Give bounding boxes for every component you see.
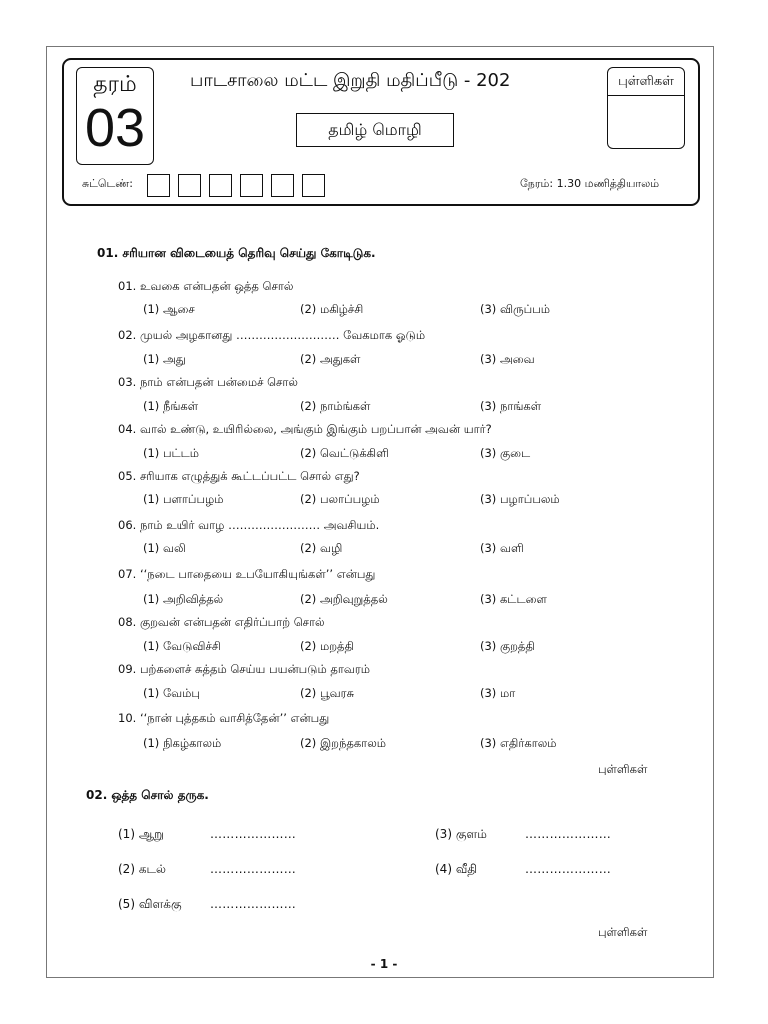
section-2-marks-label: புள்ளிகள்	[598, 925, 648, 939]
option-8-1[interactable]: (1) வேடுவிச்சி	[143, 639, 221, 653]
option-1-2[interactable]: (2) மகிழ்ச்சி	[300, 302, 364, 316]
option-2-3[interactable]: (3) அவை	[480, 352, 535, 366]
marks-box-label: புள்ளிகள்	[608, 68, 684, 96]
question-3: 03. நாம் என்பதன் பன்மைச் சொல்	[118, 375, 298, 389]
option-9-3[interactable]: (3) மா	[480, 686, 516, 700]
question-1: 01. உவகை என்பதன் ஒத்த சொல்	[118, 279, 294, 293]
index-number-label: சுட்டெண்:	[82, 177, 133, 190]
option-7-3[interactable]: (3) கட்டளை	[480, 592, 547, 606]
answer-blank-3[interactable]: …………………	[525, 827, 612, 841]
grade-label: தரம்	[93, 72, 137, 97]
option-1-3[interactable]: (3) விருப்பம்	[480, 302, 551, 316]
subject-title: தமிழ் மொழி	[296, 113, 454, 147]
option-2-2[interactable]: (2) அதுகள்	[300, 352, 361, 366]
word-item-1: (1) ஆறு	[118, 827, 165, 841]
index-digit-box[interactable]	[271, 174, 294, 197]
section-2-heading: 02. ஒத்த சொல் தருக.	[86, 788, 209, 802]
answer-blank-5[interactable]: …………………	[210, 897, 297, 911]
option-4-2[interactable]: (2) வெட்டுக்கிளி	[300, 446, 389, 460]
option-8-3[interactable]: (3) குறத்தி	[480, 639, 535, 653]
word-item-4: (4) வீதி	[435, 862, 478, 876]
option-3-3[interactable]: (3) நாங்கள்	[480, 399, 542, 413]
question-2: 02. முயல் அழகானது ……………………… வேகமாக ஓடும்	[118, 328, 426, 342]
option-4-3[interactable]: (3) குடை	[480, 446, 531, 460]
grade-number: 03	[84, 98, 146, 158]
question-7: 07. ‘‘நடை பாதையை உபயோகியுங்கள்’’ என்பது	[118, 567, 376, 581]
option-5-2[interactable]: (2) பலாப்பழம்	[300, 492, 380, 506]
question-4: 04. வால் உண்டு, உயிரில்லை, அங்கும் இங்கும் பறப்பான் அவன் யார்?	[118, 422, 492, 436]
page-number: - 1 -	[370, 957, 398, 971]
index-number-boxes	[147, 174, 325, 197]
word-item-2: (2) கடல்	[118, 862, 166, 876]
index-digit-box[interactable]	[147, 174, 170, 197]
answer-blank-4[interactable]: …………………	[525, 862, 612, 876]
option-4-1[interactable]: (1) பட்டம்	[143, 446, 200, 460]
grade-box	[76, 67, 154, 165]
index-digit-box[interactable]	[178, 174, 201, 197]
answer-blank-2[interactable]: …………………	[210, 862, 297, 876]
option-3-2[interactable]: (2) நாம்ங்கள்	[300, 399, 371, 413]
option-10-1[interactable]: (1) நிகழ்காலம்	[143, 736, 222, 750]
option-6-3[interactable]: (3) வளி	[480, 541, 524, 555]
marks-box	[607, 67, 685, 149]
option-9-2[interactable]: (2) பூவரசு	[300, 686, 355, 700]
option-1-1[interactable]: (1) ஆசை	[143, 302, 195, 316]
option-6-2[interactable]: (2) வழி	[300, 541, 343, 555]
answer-blank-1[interactable]: …………………	[210, 827, 297, 841]
option-5-3[interactable]: (3) பழாப்பலம்	[480, 492, 560, 506]
index-digit-box[interactable]	[240, 174, 263, 197]
option-7-2[interactable]: (2) அறிவுறுத்தல்	[300, 592, 388, 606]
section-1-heading: 01. சரியான விடையைத் தெரிவு செய்து கோடிடுக.	[97, 246, 376, 260]
question-10: 10. ‘‘நான் புத்தகம் வாசித்தேன்’’ என்பது	[118, 711, 330, 725]
option-10-3[interactable]: (3) எதிர்காலம்	[480, 736, 557, 750]
section-1-marks-label: புள்ளிகள்	[598, 762, 648, 776]
question-6: 06. நாம் உயிர் வாழ …………………… அவசியம்.	[118, 518, 380, 532]
option-9-1[interactable]: (1) வேம்பு	[143, 686, 200, 700]
question-9: 09. பற்களைச் சுத்தம் செய்ய பயன்படும் தாவரம்	[118, 662, 371, 676]
index-digit-box[interactable]	[302, 174, 325, 197]
option-7-1[interactable]: (1) அறிவித்தல்	[143, 592, 224, 606]
option-6-1[interactable]: (1) வலி	[143, 541, 186, 555]
word-item-3: (3) குளம்	[435, 827, 487, 841]
exam-title: பாடசாலை மட்ட இறுதி மதிப்பீடு - 202	[190, 70, 511, 91]
option-5-1[interactable]: (1) பளாப்பழம்	[143, 492, 224, 506]
question-5: 05. சரியாக எழுத்துக் கூட்டப்பட்ட சொல் எது?	[118, 469, 360, 483]
index-digit-box[interactable]	[209, 174, 232, 197]
question-8: 08. குறவன் என்பதன் எதிர்ப்பாற் சொல்	[118, 615, 325, 629]
word-item-5: (5) விளக்கு	[118, 897, 182, 911]
time-allowed: நேரம்: 1.30 மணித்தியாலம்	[520, 177, 660, 190]
option-8-2[interactable]: (2) மறத்தி	[300, 639, 354, 653]
option-3-1[interactable]: (1) நீங்கள்	[143, 399, 199, 413]
option-2-1[interactable]: (1) அது	[143, 352, 186, 366]
option-10-2[interactable]: (2) இறந்தகாலம்	[300, 736, 386, 750]
